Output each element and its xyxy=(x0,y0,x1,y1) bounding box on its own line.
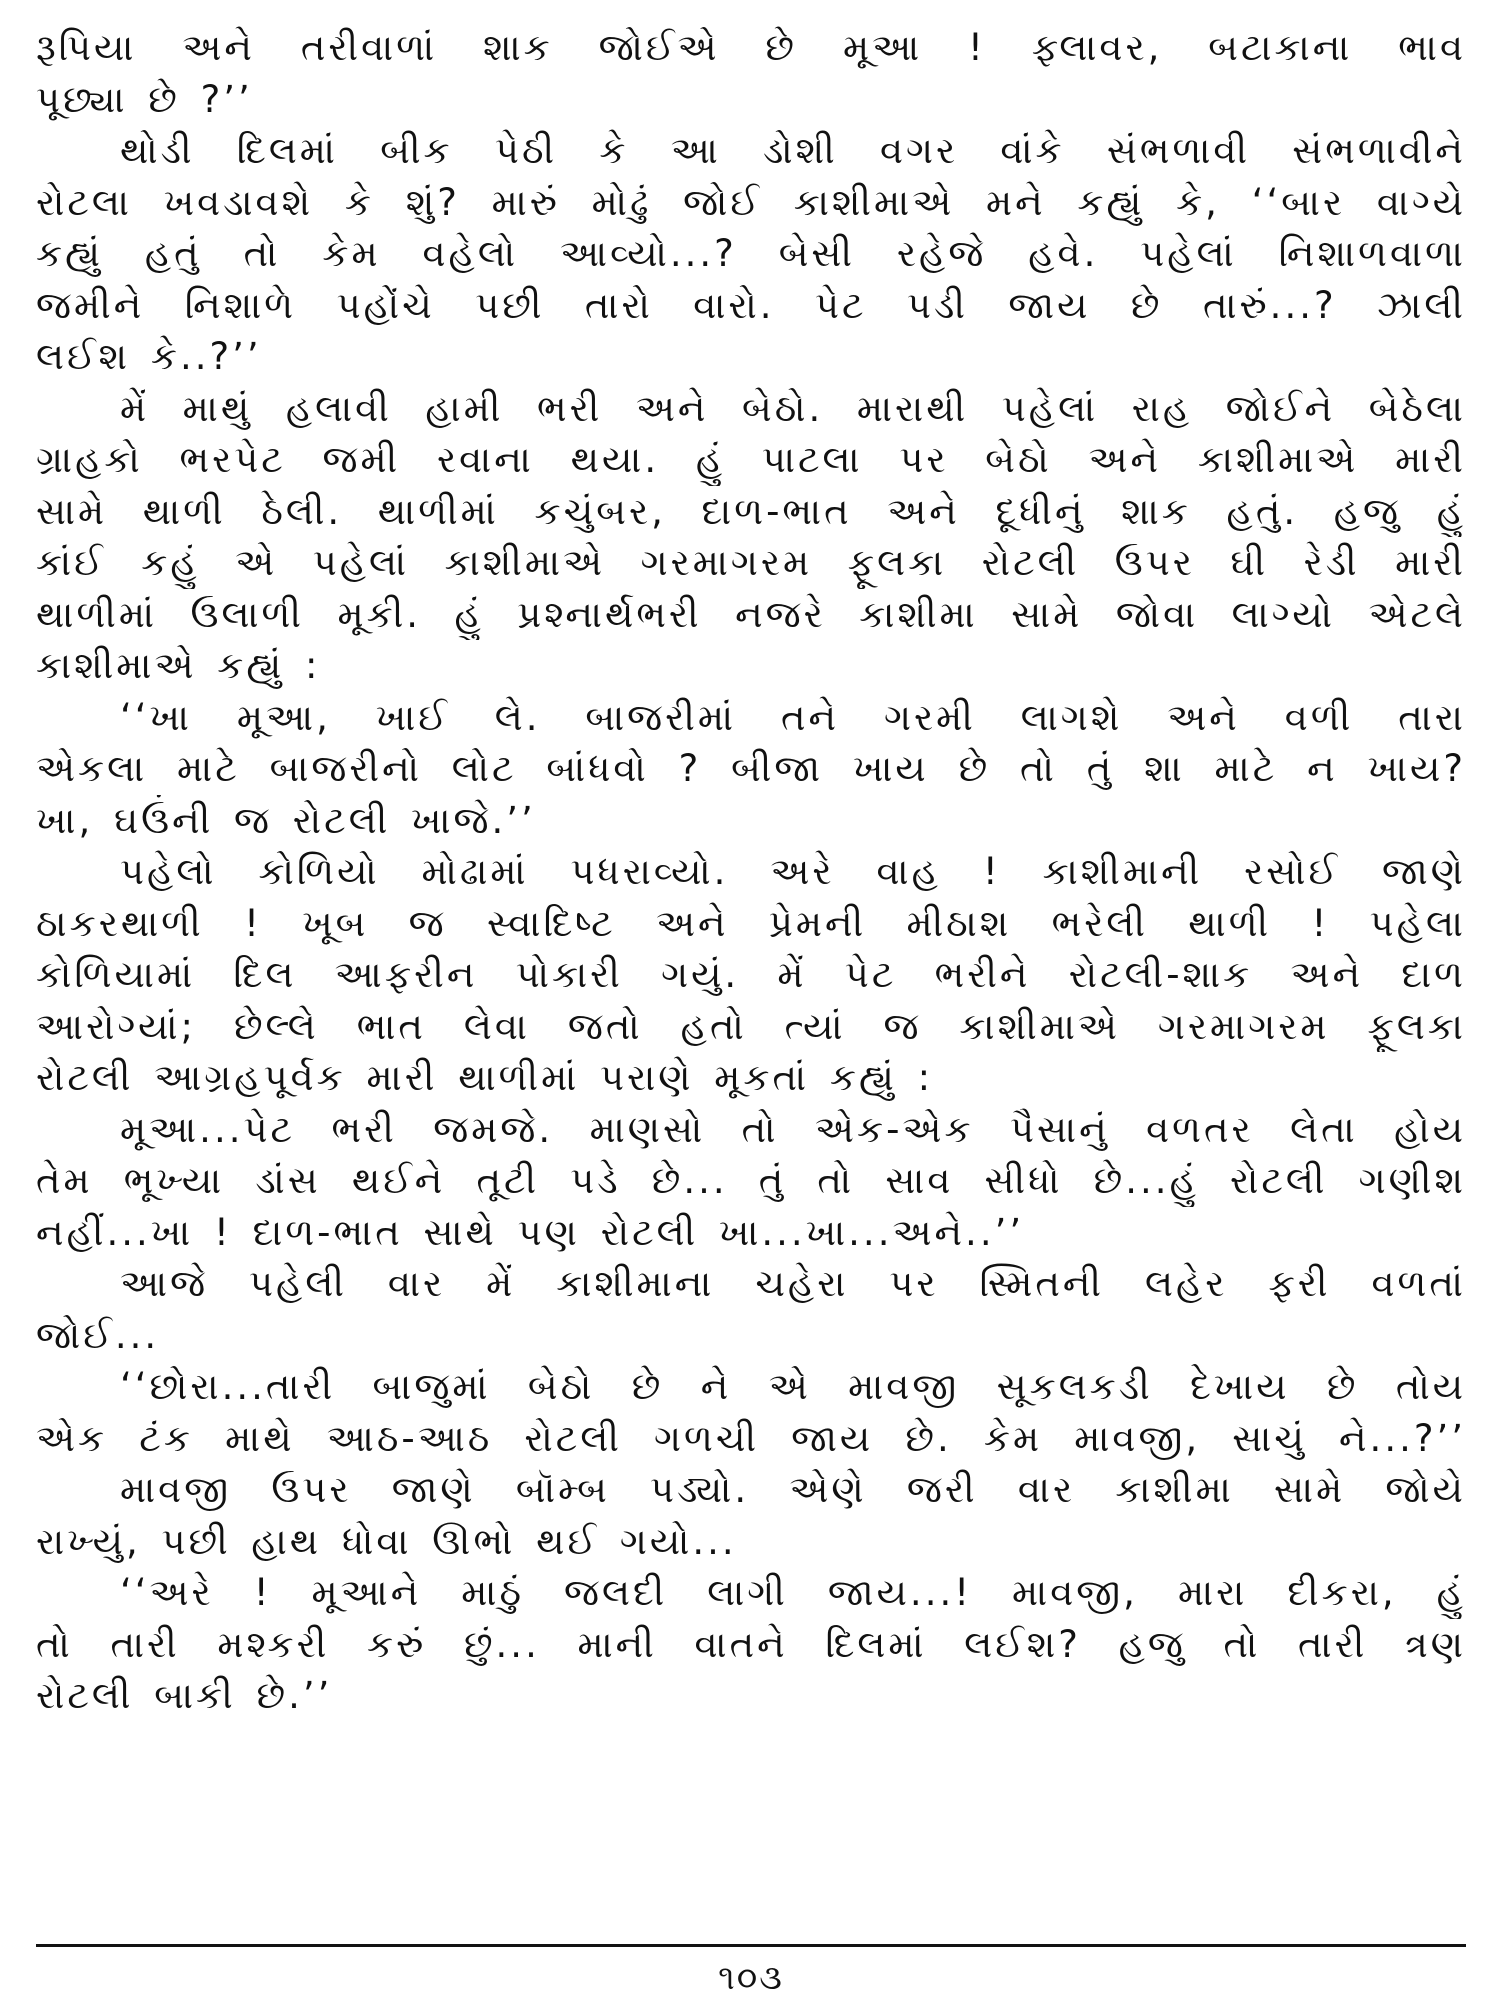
text-line: આજે પહેલી વાર મેં કાશીમાના ચહેરા પર સ્મિતની લહેર ફરી વળતાં xyxy=(120,1262,1466,1305)
footer-rule xyxy=(36,1944,1466,1947)
text-line: ઠાકરથાળી ! ખૂબ જ સ્વાદિષ્ટ અને પ્રેમની મીઠાશ ભરેલી થાળી ! પહેલા xyxy=(36,901,1466,945)
text-line: ‘‘છોરા...તારી બાજુમાં બેઠો છે ને એ માવજી સૂકલકડી દેખાય છે તોય xyxy=(120,1365,1466,1408)
text-line: થોડી દિલમાં બીક પેઠી કે આ ડોશી વગર વાંકે સંભળાવી સંભળાવીને xyxy=(120,129,1466,172)
text-line: એક ટંક માથે આઠ-આઠ રોટલી ગળચી જાય છે. કેમ માવજી, સાચું ને...?’’ xyxy=(36,1416,1466,1460)
text-line: એકલા માટે બાજરીનો લોટ બાંધવો ? બીજા ખાય છે તો તું શા માટે ન ખાય? xyxy=(36,747,1466,790)
text-line: સામે થાળી ઠેલી. થાળીમાં કચુંબર, દાળ-ભાત અને દૂધીનું શાક હતું. હજુ હું xyxy=(36,489,1466,533)
text-line: ‘‘ખા મૂઆ, ખાઈ લે. બાજરીમાં તને ગરમી લાગશે અને વળી તારા xyxy=(120,695,1466,739)
text-line: કાશીમાએ કહ્યું : xyxy=(36,644,321,687)
text-line: પૂછ્યા છે ?’’ xyxy=(36,77,253,121)
text-line: જમીને નિશાળે પહોંચે પછી તારો વારો. પેટ પડી જાય છે તારું...? ઝાલી xyxy=(36,283,1466,327)
text-line: આરોગ્યાં; છેલ્લે ભાત લેવા જતો હતો ત્યાં જ કાશીમાએ ગરમાગરમ ફૂલકા xyxy=(36,1004,1466,1048)
text-line: કહ્યું હતું તો કેમ વહેલો આવ્યો...? બેસી રહેજે હવે. પહેલાં નિશાળવાળા xyxy=(36,232,1466,275)
text-line: રૂપિયા અને તરીવાળાં શાક જોઈએ છે મૂઆ ! ફ્લાવર, બટાકાના ભાવ xyxy=(36,26,1466,69)
text-line: કાંઈ કહું એ પહેલાં કાશીમાએ ગરમાગરમ ફૂલકા રોટલી ઉપર ઘી રેડી મારી xyxy=(36,541,1466,584)
text-line: મેં માથું હલાવી હામી ભરી અને બેઠો. મારાથી પહેલાં રાહ જોઈને બેઠેલા xyxy=(120,386,1466,430)
text-line: માવજી ઉપર જાણે બૉમ્બ પડ્યો. એણે જરી વાર કાશીમા સામે જોયે xyxy=(120,1468,1466,1511)
text-line: તો તારી મશ્કરી કરું છું... માની વાતને દિલમાં લઈશ? હજુ તો તારી ત્રણ xyxy=(36,1622,1466,1666)
text-line: નહીં...ખા ! દાળ-ભાત સાથે પણ રોટલી ખા...ખા...અને..’’ xyxy=(36,1210,1025,1254)
text-line: પહેલો કોળિયો મોઢામાં પધરાવ્યો. અરે વાહ ! કાશીમાની રસોઈ જાણે xyxy=(120,850,1466,893)
text-line: કોળિયામાં દિલ આફરીન પોકારી ગયું. મેં પેટ ભરીને રોટલી-શાક અને દાળ xyxy=(36,953,1466,996)
page-number: ૧૦૩ xyxy=(718,1958,784,1998)
text-line: રોટલી બાકી છે.’’ xyxy=(36,1674,333,1717)
text-line: મૂઆ...પેટ ભરી જમજે. માણસો તો એક-એક પૈસાનું વળતર લેતા હોય xyxy=(120,1107,1466,1151)
text-line: લઈશ કે..?’’ xyxy=(36,335,262,378)
text-line: તેમ ભૂખ્યા ડાંસ થઈને તૂટી પડે છે... તું તો સાવ સીધો છે...હું રોટલી ગણીશ xyxy=(36,1159,1466,1202)
text-line: થાળીમાં ઉલાળી મૂકી. હું પ્રશ્નાર્થભરી નજરે કાશીમા સામે જોવા લાગ્યો એટલે xyxy=(36,592,1466,636)
text-line: રોટલી આગ્રહપૂર્વક મારી થાળીમાં પરાણે મૂકતાં કહ્યું : xyxy=(36,1056,934,1099)
page-text xyxy=(36,22,1466,1722)
text-line: રાખ્યું, પછી હાથ ધોવા ઊભો થઈ ગયો... xyxy=(36,1519,737,1563)
text-line: જોઈ... xyxy=(36,1313,160,1357)
text-line: ‘‘અરે ! મૂઆને માઠું જલદી લાગી જાય...! માવજી, મારા દીકરા, હું xyxy=(120,1571,1466,1614)
text-line: ખા, ઘઉંની જ રોટલી ખાજે.’’ xyxy=(36,798,536,842)
text-line: ગ્રાહકો ભરપેટ જમી રવાના થયા. હું પાટલા પર બેઠો અને કાશીમાએ મારી xyxy=(36,438,1466,481)
book-page xyxy=(36,22,1466,1998)
text-line: રોટલા ખવડાવશે કે શું? મારું મોઢું જોઈ કાશીમાએ મને કહ્યું કે, ‘‘બાર વાગ્યે xyxy=(36,180,1466,224)
